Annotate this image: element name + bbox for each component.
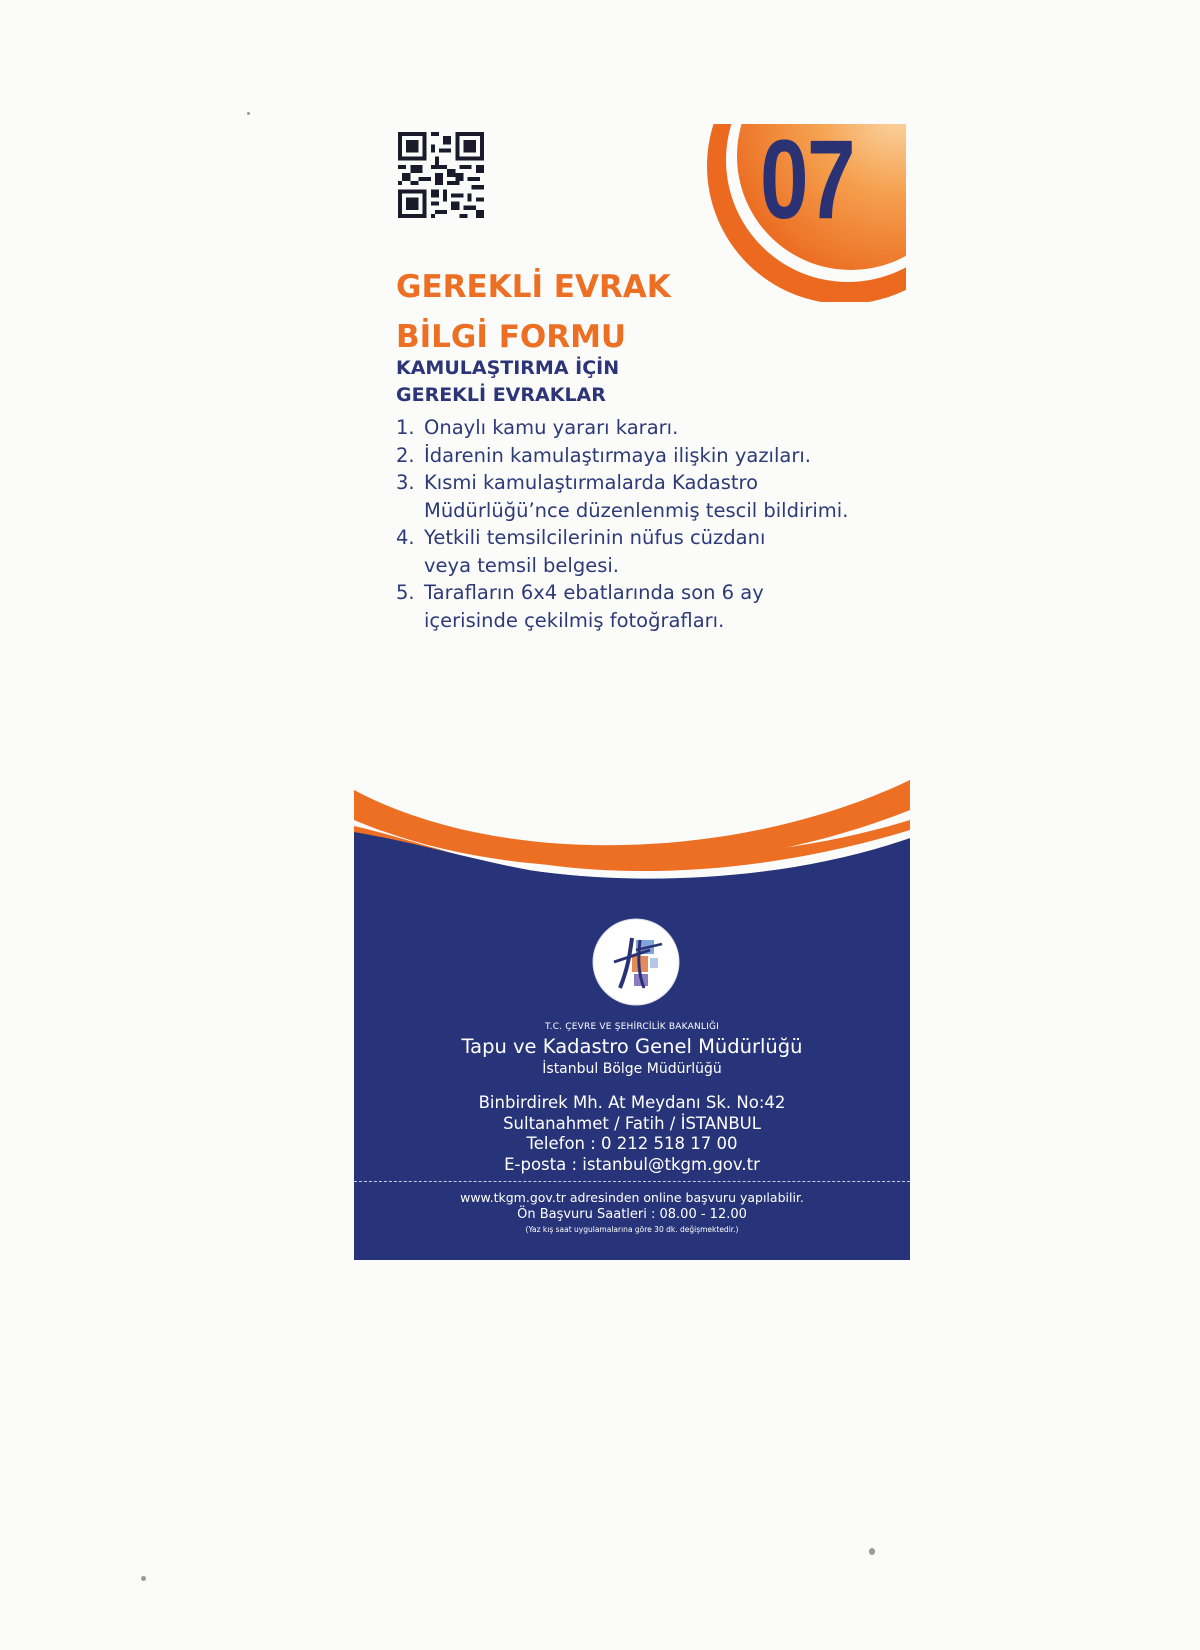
office-hours: Ön Başvuru Saatleri : 08.00 - 12.00 [517,1207,747,1222]
document-item [396,579,876,634]
hours-note: (Yaz kış saat uygulamalarına göre 30 dk. değişmektedir.) [525,1225,739,1234]
document-item [396,469,876,524]
footer-info [354,1020,910,1175]
phone-number: Telefon : 0 212 518 17 00 [526,1134,738,1153]
document-item [396,442,876,470]
qr-code-icon [398,132,484,218]
online-application-note [354,1189,910,1237]
organization-name: Tapu ve Kadastro Genel Müdürlüğü [461,1035,803,1058]
item-number: 4. [396,526,415,549]
form-title [396,262,671,362]
form-subtitle-line: GEREKLİ EVRAKLAR [396,384,606,406]
online-note[interactable]: www.tkgm.gov.tr adresinden online başvuru yapılabilir. [460,1190,804,1205]
item-number: 2. [396,443,415,467]
email-address[interactable]: E-posta : istanbul@tkgm.gov.tr [504,1154,760,1174]
form-subtitle-line: KAMULAŞTIRMA İÇİN [396,357,620,379]
item-number: 3. [396,471,415,494]
item-text-continued: veya temsil belgesi. [424,553,619,577]
scan-speck [869,1548,875,1555]
form-title-line: GEREKLİ EVRAK [396,269,671,305]
divider [354,1181,910,1182]
item-text: Kısmi kamulaştırmalarda Kadastro [424,471,759,494]
address-line: Sultanahmet / Fatih / İSTANBUL [503,1113,761,1133]
item-text-continued: Müdürlüğü’nce düzenlenmiş tescil bildirimi. [424,498,849,522]
scan-speck [247,112,250,115]
badge-number: 07 [760,117,855,242]
address-line: Binbirdirek Mh. At Meydanı Sk. No:42 [478,1093,786,1112]
item-text: İdarenin kamulaştırmaya ilişkin yazıları. [424,443,811,467]
document-item [396,414,876,442]
item-number: 5. [396,581,415,604]
item-text-continued: içerisinde çekilmiş fotoğrafları. [424,608,725,632]
document-list [396,414,876,634]
scan-speck [141,1576,146,1581]
item-text: Tarafların 6x4 ebatlarında son 6 ay [424,581,764,604]
form-title-line: BİLGİ FORMU [396,319,627,355]
item-text: Onaylı kamu yararı kararı. [424,416,679,439]
contact-block [354,1093,910,1175]
item-text: Yetkili temsilcilerinin nüfus cüzdanı [424,526,766,549]
document-item [396,524,876,579]
region-name: İstanbul Bölge Müdürlüğü [542,1061,722,1077]
item-number: 1. [396,416,415,439]
form-subtitle [396,355,619,409]
ministry-name: T.C. ÇEVRE VE ŞEHİRCİLİK BAKANLIĞI [545,1022,719,1032]
tkgm-logo-icon [592,918,680,1006]
